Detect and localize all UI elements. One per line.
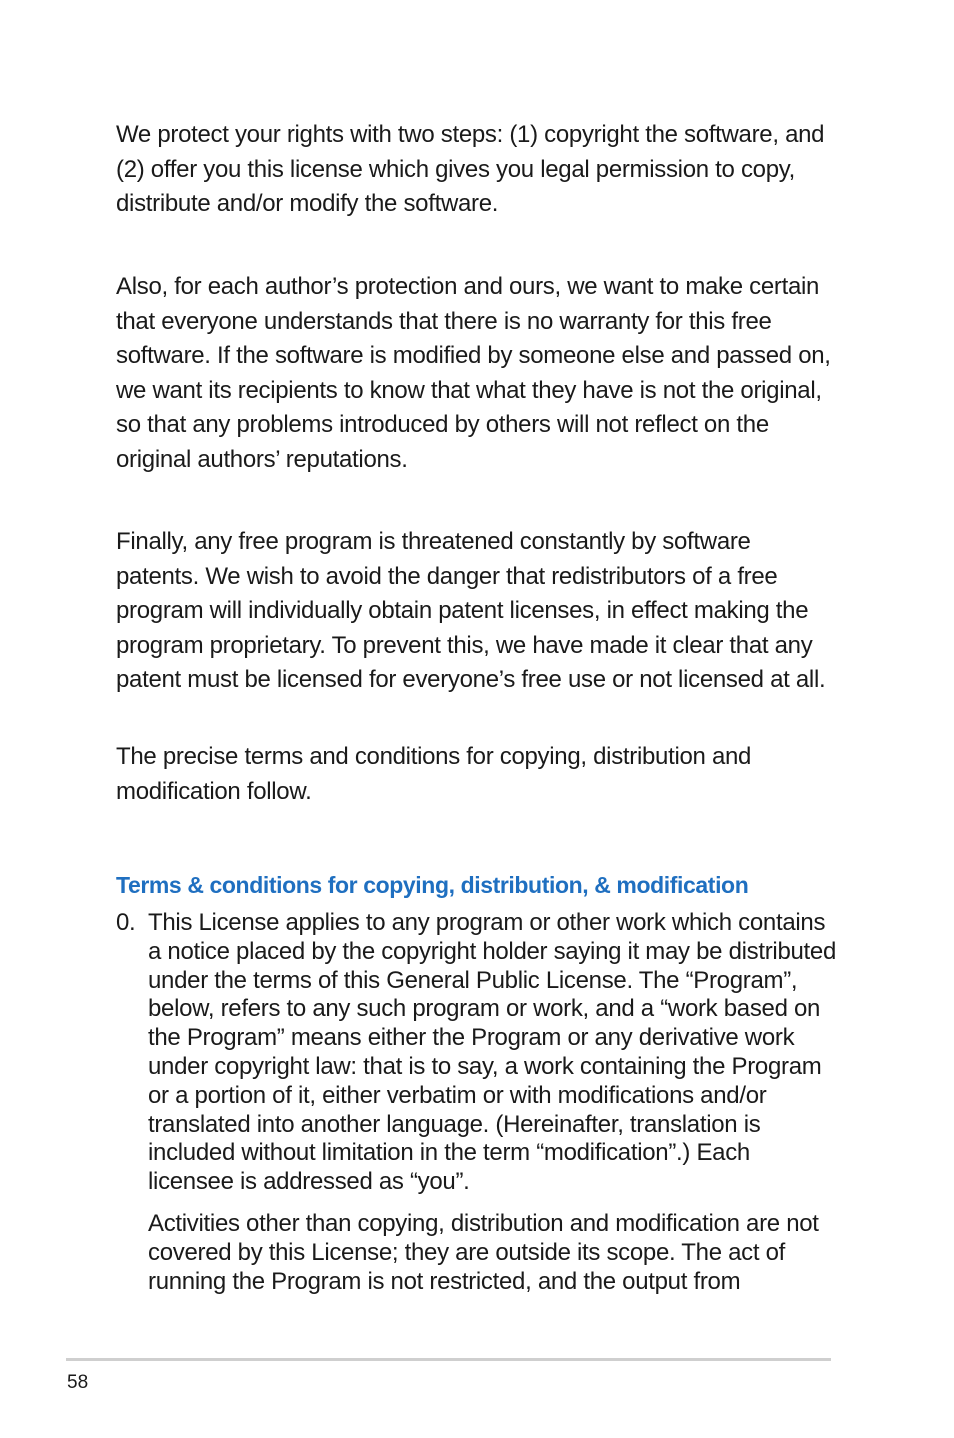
list-item-number: 0. (116, 909, 136, 936)
paragraph-terms-intro: The precise terms and conditions for copying, distribution and modification follow. (116, 743, 752, 805)
list-item-text: This License applies to any program or other work which contains a notice placed by the copyright holder saying it may be distributed under the terms of this General Public License. The “Program”, below, refers to any such program or work, and a “work based on the Program” means either the Program or any derivative work under copyright law: that is to say, a work containing the Program or a portion of it, either verbatim or with modifications and/or translated into another language. (Hereinafter, translation is included without limitation in the term “modification”.) Each licensee is addressed as “you”. (148, 909, 837, 1196)
section-heading: Terms & conditions for copying, distribution, & modification (116, 872, 749, 898)
footer-divider (66, 1358, 831, 1361)
list-item-continuation: Activities other than copying, distribution and modification are not covered by this License; they are outside its scope. The act of running the Program is not restricted, and the output from (148, 1209, 819, 1295)
list-item (116, 909, 836, 1296)
paragraph-rights: We protect your rights with two steps: (1) copyright the software, and (2) offer you this license which gives you legal permission to copy, distribute and/or modify the software. (116, 121, 825, 218)
paragraph-patents: Finally, any free program is threatened constantly by software patents. We wish to avoid the danger that redistributors of a free program will individually obtain patent licenses, in effect making the program proprietary. To prevent this, we have made it clear that any patent must be licensed for everyone’s free use or not licensed at all. (116, 528, 826, 694)
page-number: 58 (67, 1372, 89, 1393)
paragraph-warranty: Also, for each author’s protection and ours, we want to make certain that everyone understands that there is no warranty for this free software. If the software is modified by someone else and passed on, we want its recipients to know that what they have is not the original, so that any problems introduced by others will not reflect on the original authors’ reputations. (116, 273, 831, 473)
